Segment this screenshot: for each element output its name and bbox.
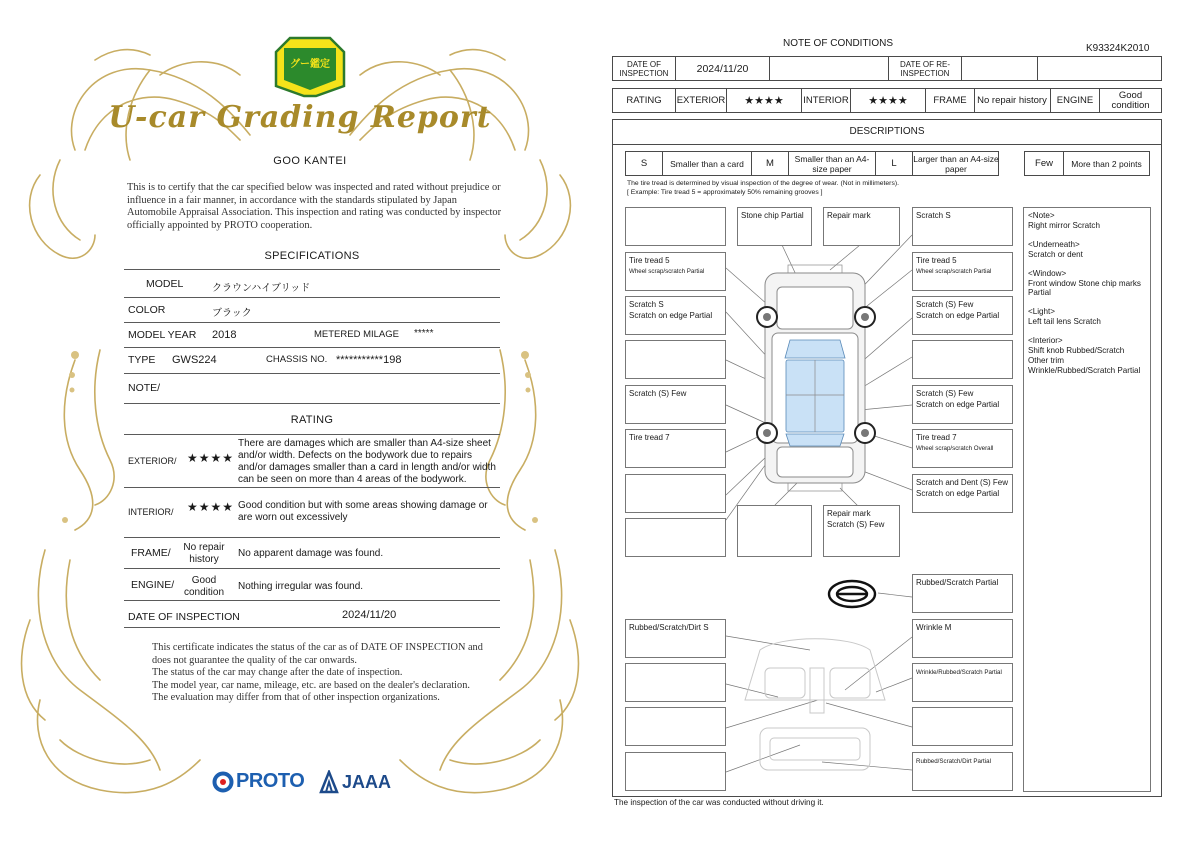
note-heading: <Window>: [1028, 268, 1067, 278]
interior-stars: ★★★★: [868, 94, 908, 107]
legend-m: M: [766, 157, 774, 169]
damage-box-tire-rear-left: [625, 429, 726, 468]
wrinkle-text: Wrinkle M: [916, 623, 952, 632]
damage-box-tire-front-right: [912, 252, 1013, 291]
note-item: Other trim: [1028, 355, 1064, 365]
damage-box-tire-rear-right: [912, 429, 1013, 468]
certificate-subtitle: GOO KANTEI: [273, 155, 347, 167]
scratch-few-text: Scratch (S) Few: [916, 300, 974, 309]
damage-box-right-door-trim: [912, 663, 1013, 702]
damage-box-rear-center: [737, 505, 812, 557]
footer-line: The model year, car name, mileage, etc. are based on the dealer's declaration.: [152, 679, 470, 691]
damage-box-steering: [912, 574, 1013, 613]
note-item: Shift knob Rubbed/Scratch: [1028, 346, 1125, 356]
model-year-value: 2018: [212, 329, 237, 341]
steering-wheel-icon: [829, 581, 875, 607]
tire-tread-text: Tire tread 7: [916, 433, 957, 442]
damage-box-center-console: [625, 707, 726, 746]
date-of-inspection-value: 2024/11/20: [696, 62, 749, 75]
tire-tread-text: Tire tread 7: [629, 433, 670, 442]
note-group-interior: [1028, 336, 1146, 376]
damage-box-right-fender: [912, 296, 1013, 335]
tire-tread-text: Tire tread 5: [629, 256, 670, 265]
note-group-window: [1028, 269, 1146, 299]
damage-box-left-rear-door: [625, 385, 726, 424]
damage-box-front-left: [625, 207, 726, 246]
chassis-label: CHASSIS NO.: [266, 354, 328, 365]
scratch-few-text: Scratch (S) Few: [827, 520, 885, 529]
engine-label: ENGINE: [1056, 94, 1094, 106]
damage-box-right-rear-door: [912, 385, 1013, 424]
exterior-label: EXTERIOR/: [128, 456, 177, 466]
damage-box-left-front-seat: [625, 663, 726, 702]
jaaa-logo: JAAA: [342, 772, 392, 792]
note-label: NOTE/: [128, 382, 161, 394]
damage-box-rear-seat-right: [912, 752, 1013, 791]
scratch-few-text: Scratch (S) Few: [629, 389, 687, 398]
damage-box-right-front-seat: [912, 619, 1013, 658]
note-item: Left tail lens Scratch: [1028, 317, 1101, 327]
scratch-edge-text: Scratch on edge Partial: [916, 311, 1000, 320]
rating-heading: RATING: [290, 414, 334, 426]
note-item: Wrinkle/Rubbed/Scratch Partial: [1028, 365, 1141, 375]
damage-box-left-quarter: [625, 474, 726, 513]
scratch-dent-text: Scratch and Dent (S) Few: [916, 478, 1009, 487]
side-notes: [1023, 207, 1151, 792]
legend-s-text: Smaller than a card: [670, 158, 744, 169]
model-value: クラウンハイブリッド: [212, 283, 311, 294]
frame-value: No repair history: [183, 542, 225, 565]
damage-box-left-fender: [625, 296, 726, 335]
scratch-text: Scratch S: [629, 300, 664, 309]
wheel-scrap-text: Wheel scrap/scratch Overall: [916, 445, 994, 452]
specifications-heading: SPECIFICATIONS: [264, 250, 360, 262]
badge-text: グー鑑定: [290, 59, 330, 70]
frame-value: No repair history: [977, 94, 1047, 106]
note-group-underneath: [1028, 240, 1146, 260]
damage-box-tire-front-left: [625, 252, 726, 291]
stone-chip-text: Stone chip Partial: [741, 211, 804, 220]
damage-box-rear-seat-left: [625, 752, 726, 791]
interior-stars: ★★★★: [187, 500, 235, 514]
tire-note: The tire tread is determined by visual inspection of the degree of wear. (Not in millimeters).: [627, 180, 899, 187]
wheel-scrap-text: Wheel scrap/scratch Partial: [629, 268, 705, 275]
exterior-stars: ★★★★: [744, 94, 784, 107]
certificate-intro: This is to certify that the car specified below was inspected and rated without prejudice or influence in a fair manner, in accordance with the standards stipulated by Japan Automobile Appraisal Association. This inspection and rating was conducted by inspector officially appointed by PROTO cooperation.: [127, 182, 502, 231]
note-heading: <Light>: [1028, 307, 1056, 317]
mileage-value: *****: [414, 328, 434, 339]
damage-box-trunk: [823, 505, 900, 557]
color-value: ブラック: [212, 308, 252, 319]
date-of-reinspection-label: DATE OF RE-INSPECTION: [899, 59, 951, 78]
color-label: COLOR: [128, 304, 166, 316]
scratch-edge-text: Scratch on edge Partial: [916, 400, 1000, 409]
footer-line: The status of the car may change after the date of inspection.: [152, 667, 403, 679]
damage-box-rear-left: [625, 518, 726, 557]
date-of-inspection-value: 2024/11/20: [342, 609, 397, 621]
interior-label: INTERIOR/: [128, 507, 174, 517]
legend-few: Few: [1035, 157, 1053, 169]
legend-l: L: [891, 157, 897, 169]
damage-box-front-right: [912, 207, 1013, 246]
certificate-footer: [152, 642, 492, 705]
jaaa-logo-icon: [318, 770, 340, 794]
repair-mark-text: Repair mark: [827, 509, 871, 518]
rubbed-scratch-dirt-text: Rubbed/Scratch/Dirt S: [629, 623, 709, 632]
rubbed-scratch-text: Rubbed/Scratch Partial: [916, 578, 999, 587]
engine-label: ENGINE/: [131, 579, 175, 591]
wrinkle-rubbed-text: Wrinkle/Rubbed/Scratch Partial: [916, 669, 1002, 676]
date-of-inspection-label: DATE OF INSPECTION: [128, 611, 240, 623]
frame-label: FRAME: [933, 94, 967, 106]
engine-value: Good condition: [183, 575, 225, 598]
note-item: Right mirror Scratch: [1028, 220, 1100, 230]
type-value: GWS224: [172, 354, 217, 366]
engine-value: Good condition: [1111, 89, 1150, 111]
legend-few-text: More than 2 points: [1071, 158, 1142, 169]
damage-box-windshield: [737, 207, 812, 246]
scratch-few-text: Scratch (S) Few: [916, 389, 974, 398]
frame-description: No apparent damage was found.: [238, 548, 384, 559]
sheet-footer: The inspection of the car was conducted without driving it.: [614, 798, 824, 807]
scratch-edge-text: Scratch on edge Partial: [916, 489, 1000, 498]
engine-description: Nothing irregular was found.: [238, 581, 364, 592]
scratch-edge-text: Scratch on edge Partial: [629, 311, 713, 320]
note-heading: <Interior>: [1028, 336, 1063, 346]
frame-label: FRAME/: [131, 547, 171, 559]
damage-box-right-front-door: [912, 340, 1013, 379]
document-id: K93324K2010: [1086, 43, 1150, 54]
model-label: MODEL: [146, 278, 184, 290]
footer-line: This certificate indicates the status of the car as of DATE OF INSPECTION and does not guarantee the quality of the car onwards.: [152, 642, 483, 666]
proto-logo: PROTO: [236, 770, 305, 792]
footer-line: The evaluation may differ from that of other inspection organizations.: [152, 692, 440, 704]
repair-mark-text: Repair mark: [827, 211, 871, 220]
damage-box-shift: [912, 707, 1013, 746]
type-label: TYPE: [128, 354, 156, 366]
damage-box-right-quarter: [912, 474, 1013, 513]
scratch-s-text: Scratch S: [916, 211, 951, 220]
legend-s: S: [640, 157, 648, 169]
damage-box-left-front-door: [625, 340, 726, 379]
interior-description: Good condition but with some areas showing damage or are worn out excessively: [238, 500, 488, 523]
note-heading: <Underneath>: [1028, 239, 1080, 249]
exterior-label: EXTERIOR: [676, 94, 726, 106]
tire-tread-text: Tire tread 5: [916, 256, 957, 265]
exterior-stars: ★★★★: [187, 451, 235, 465]
legend-m-text: Smaller than an A4-size paper: [794, 153, 870, 174]
rubbed-scratch-dirt-text: Rubbed/Scratch/Dirt Partial: [916, 758, 991, 765]
descriptions-heading: DESCRIPTIONS: [849, 126, 925, 137]
note-item: Scratch or dent: [1028, 249, 1083, 259]
chassis-value: ***********198: [336, 354, 402, 366]
mileage-label: METERED MILAGE: [314, 329, 399, 340]
interior-label: INTERIOR: [803, 94, 849, 106]
model-year-label: MODEL YEAR: [128, 329, 197, 341]
note-item: Front window Stone chip marks Partial: [1028, 278, 1141, 298]
note-heading: <Note>: [1028, 211, 1055, 220]
wheel-scrap-text: Wheel scrap/scratch Partial: [916, 268, 992, 275]
certificate-title: U-car Grading Report: [108, 100, 492, 135]
tire-example: [ Example: Tire tread 5 = approximately 50% remaining grooves ]: [627, 189, 823, 196]
exterior-description: There are damages which are smaller than A4-size sheet and/or width. Defects on the bodywork due to repairs and/or damages smaller than a card in length and/or width can be seen on more than 4 areas of the bodywork.: [238, 438, 496, 485]
rating-label: RATING: [626, 94, 662, 106]
proto-logo-icon: [212, 771, 234, 793]
damage-box-dashboard: [625, 619, 726, 658]
sheet-title: NOTE OF CONDITIONS: [783, 38, 893, 49]
damage-box-hood: [823, 207, 900, 246]
date-of-inspection-label: DATE OF INSPECTION: [619, 59, 669, 78]
note-group-note: [1028, 211, 1146, 231]
legend-l-text: Larger than an A4-size paper: [913, 153, 999, 174]
note-group-light: [1028, 307, 1146, 327]
